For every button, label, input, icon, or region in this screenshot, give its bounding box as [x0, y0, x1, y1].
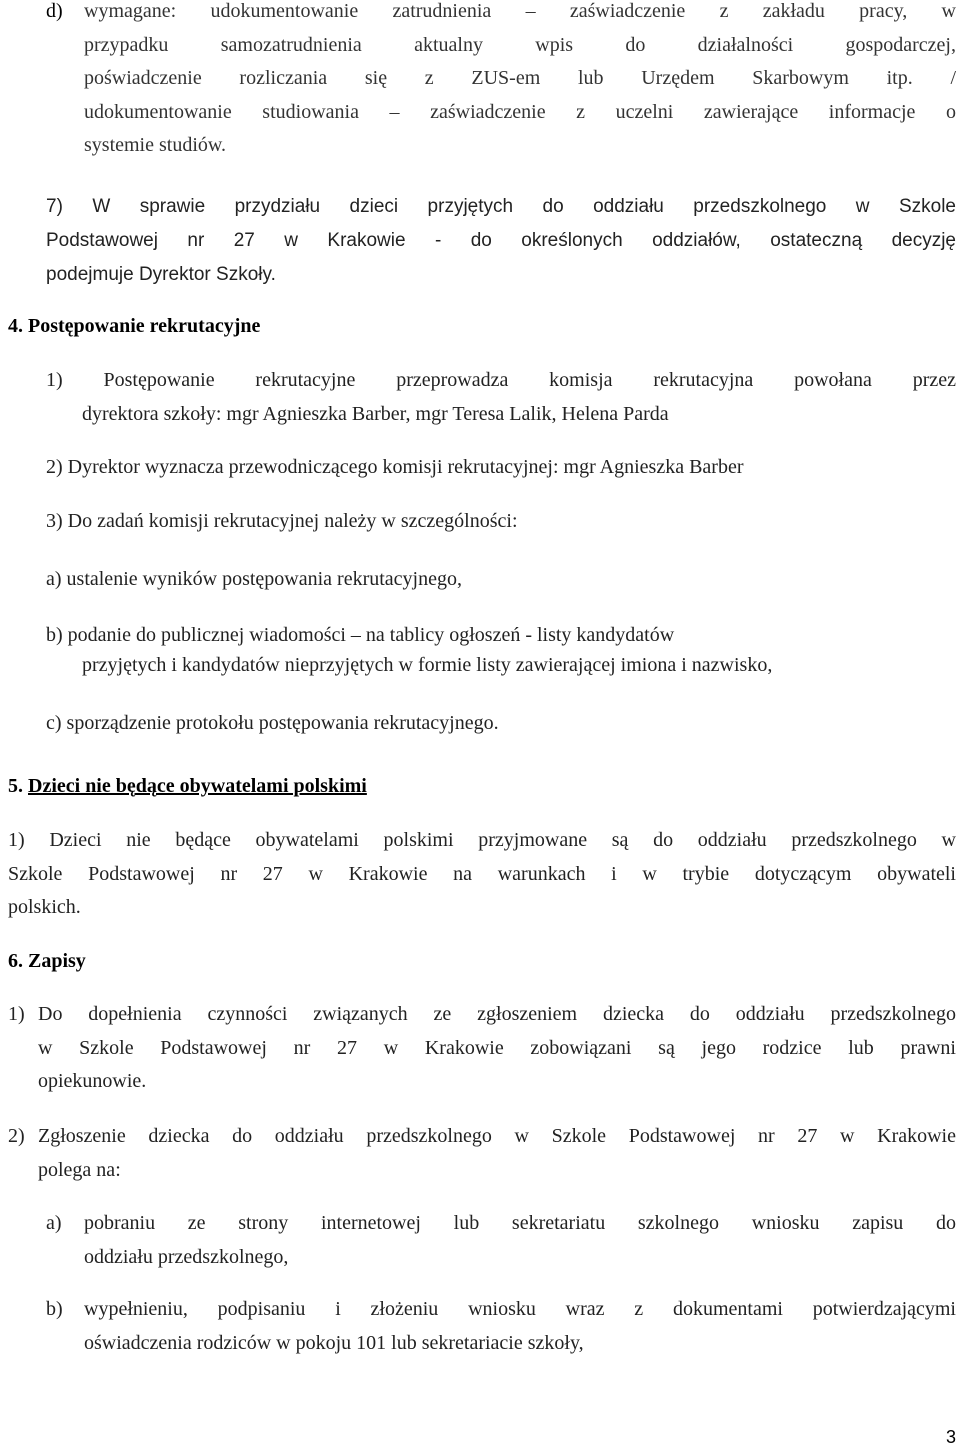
- section-5-item-1: [8, 824, 956, 925]
- item-7-text: [46, 190, 956, 292]
- section-6-item-2b-label: b): [46, 1298, 63, 1320]
- section-5-item-1-line-3: polskich.: [8, 896, 81, 918]
- section-4-heading: 4. Postępowanie rekrutacyjne: [8, 315, 261, 337]
- section-6-item-2b-line-1: wypełnieniu, podpisaniu i złożeniu wniosku wraz z dokumentami potwierdzającymi: [84, 1298, 956, 1320]
- section-4-item-3b-line-2: przyjętych i kandydatów nieprzyjętych w formie listy zawierającej imiona i nazwisko,: [82, 654, 773, 676]
- section-5-heading-number: 5.: [8, 775, 23, 797]
- item-7-line-1: 7) W sprawie przydziału dzieci przyjętych do oddziału przedszkolnego w Szkole: [46, 196, 956, 217]
- item-d-line-3: poświadczenie rozliczania się z ZUS-em lub Urzędem Skarbowym itp. /: [84, 67, 956, 89]
- section-6-item-1-line-2: w Szkole Podstawowej nr 27 w Krakowie zobowiązani są jego rodzice lub prawni: [38, 1036, 956, 1059]
- section-6-item-2-line-2: polega na:: [38, 1158, 121, 1181]
- section-6-item-1: [38, 998, 956, 1099]
- item-d-line-2: przypadku samozatrudnienia aktualny wpis do działalności gospodarczej,: [84, 33, 956, 56]
- item-7-line-3: podejmuje Dyrektor Szkoły.: [46, 264, 276, 285]
- item-7-line-2: Podstawowej nr 27 w Krakowie - do określonych oddziałów, ostateczną decyzję: [46, 230, 956, 251]
- section-6-item-1-line-3: opiekunowie.: [38, 1070, 147, 1092]
- section-6-heading: 6. Zapisy: [8, 950, 86, 972]
- section-4-item-1-line-2: dyrektora szkoły: mgr Agnieszka Barber, mgr Teresa Lalik, Helena Parda: [82, 402, 669, 425]
- section-6-item-2-label: 2): [8, 1125, 25, 1147]
- section-6-item-2a-line-2: oddziału przedszkolnego,: [84, 1245, 289, 1268]
- section-5-item-1-line-1: 1) Dzieci nie będące obywatelami polskimi przyjmowane są do oddziału przedszkolnego w: [8, 829, 956, 851]
- item-d-line-4: udokumentowanie studiowania – zaświadczenie z uczelni zawierające informacje o: [84, 100, 956, 123]
- section-4-item-3: 3) Do zadań komisji rekrutacyjnej należy w szczególności:: [46, 510, 518, 532]
- section-6-item-1-line-1: Do dopełnienia czynności związanych ze zgłoszeniem dziecka do oddziału przedszkolnego: [38, 1003, 956, 1025]
- section-6-item-2b-line-2: oświadczenia rodziców w pokoju 101 lub sekretariacie szkoły,: [84, 1331, 584, 1354]
- section-5-heading: [8, 770, 367, 804]
- item-d-label: d): [46, 0, 63, 22]
- section-4-item-2: 2) Dyrektor wyznacza przewodniczącego komisji rekrutacyjnej: mgr Agnieszka Barber: [46, 456, 744, 478]
- section-6-item-1-label: 1): [8, 1003, 25, 1025]
- section-6-item-2a-label: a): [46, 1212, 62, 1234]
- item-d-line-1: wymagane: udokumentowanie zatrudnienia – zaświadczenie z zakładu pracy, w: [84, 0, 956, 22]
- section-4-item-1: [46, 364, 956, 431]
- section-4-item-1-line-1: 1) Postępowanie rekrutacyjne przeprowadza komisja rekrutacyjna powołana przez: [46, 369, 956, 391]
- section-4-item-3b: [46, 620, 956, 680]
- section-4-item-3c: c) sporządzenie protokołu postępowania rekrutacyjnego.: [46, 712, 499, 734]
- section-5-item-1-line-2: Szkole Podstawowej nr 27 w Krakowie na warunkach i w trybie dotyczącym obywateli: [8, 862, 956, 885]
- item-d-text: [84, 0, 956, 163]
- section-6-item-2-line-1: Zgłoszenie dziecka do oddziału przedszkolnego w Szkole Podstawowej nr 27 w Krakowie: [38, 1125, 956, 1147]
- section-4-item-3b-line-1: b) podanie do publicznej wiadomości – na tablicy ogłoszeń - listy kandydatów: [46, 624, 675, 646]
- item-d-line-5: systemie studiów.: [84, 134, 227, 156]
- section-4-item-3a: a) ustalenie wyników postępowania rekrutacyjnego,: [46, 568, 462, 590]
- section-6-item-2a-line-1: pobraniu ze strony internetowej lub sekretariatu szkolnego wniosku zapisu do: [84, 1212, 956, 1234]
- page-number: 3: [945, 1427, 956, 1447]
- section-6-item-2a: [84, 1207, 956, 1274]
- section-6-item-2b: [84, 1293, 956, 1360]
- section-5-heading-title: Dzieci nie będące obywatelami polskimi: [28, 775, 367, 797]
- section-6-item-2: [38, 1120, 956, 1187]
